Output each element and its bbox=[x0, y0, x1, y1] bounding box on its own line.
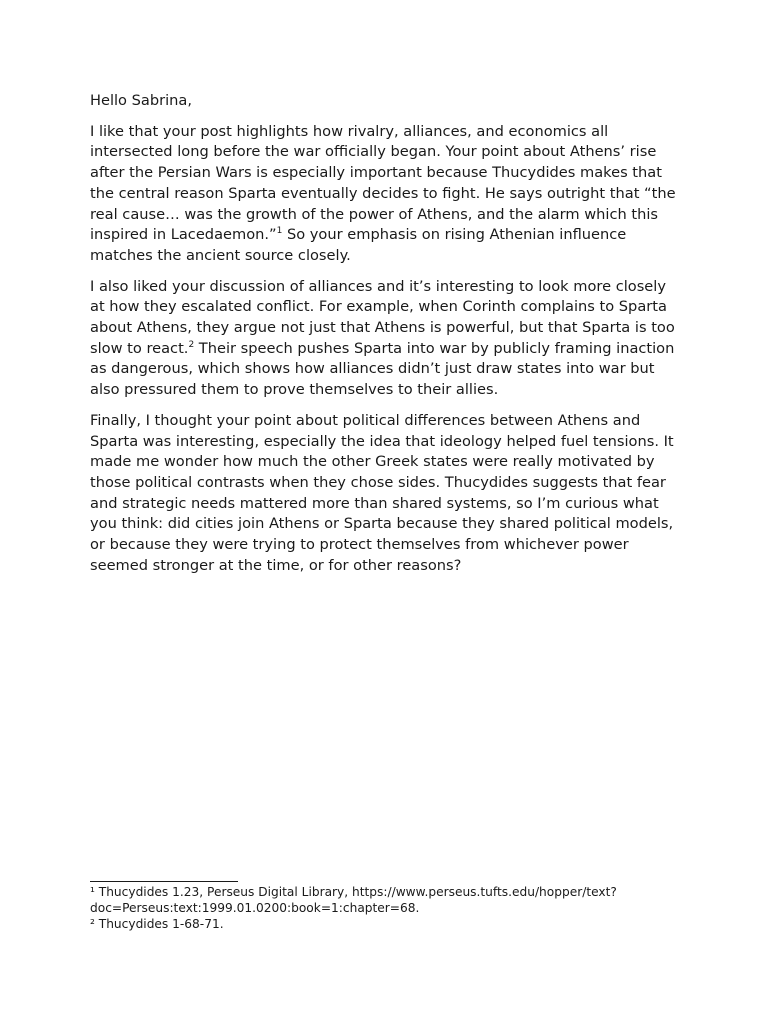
footnote-ref-1[interactable]: 1 bbox=[276, 226, 283, 237]
footnote-separator bbox=[90, 881, 238, 882]
letter-body bbox=[90, 91, 682, 586]
paragraph-2 bbox=[90, 277, 682, 401]
greeting: Hello Sabrina, bbox=[90, 92, 192, 109]
footnote-2-marker: ² bbox=[90, 917, 95, 931]
paragraph-3: Finally, I thought your point about political differences between Athens and Sparta was interesting, especially the idea that ideology helped fuel tensions. It made me wonder how much the other Greek states were really motivated by those political contrasts when they chose sides. Thucydides suggests that fear and strategic needs mattered more than shared systems, so I’m curious what you think: did cities join Athens or Sparta because they shared political models, or because they were trying to protect themselves from whichever power seemed stronger at the time, or for other reasons? bbox=[90, 411, 674, 574]
footnote-2-text: Thucydides 1-68-71. bbox=[94, 917, 224, 931]
footnote-ref-2[interactable]: 2 bbox=[188, 339, 195, 350]
paragraph-1-text-a: I like that your post highlights how rivalry, alliances, and economics all intersected long before the war officially began. Your point about Athens’ rise after the Persian Wars is especially important because Thucydides makes that the central reason Sparta eventually decides to fight. He says outright that “the real cause… was the growth of the power of Athens, and the alarm which this inspired in Lacedaemon.” bbox=[90, 122, 676, 244]
footnote-2 bbox=[90, 916, 690, 932]
footnotes-section bbox=[90, 881, 690, 932]
paragraph-2-text-a: I also liked your discussion of alliances and it’s interesting to look more closely at how they escalated conflict. For example, when Corinth complains to Sparta about Athens, they argue not just that Athens is powerful, but that Sparta is too slow to react. bbox=[90, 277, 675, 357]
paragraph-1 bbox=[90, 122, 682, 267]
paragraph-1-text-b: So your emphasis on rising Athenian influence matches the ancient source closely. bbox=[90, 226, 627, 264]
footnote-1 bbox=[90, 884, 690, 916]
footnote-1-text: Thucydides 1.23, Perseus Digital Library, https://www.perseus.tufts.edu/hopper/text?doc=Perseus:text:1999.01.0200:book=1:chapter=68. bbox=[90, 885, 617, 915]
footnote-1-marker: ¹ bbox=[90, 885, 95, 899]
paragraph-2-text-b: Their speech pushes Sparta into war by publicly framing inaction as dangerous, which shows how alliances didn’t just draw states into war but also pressured them to prove themselves to their allies. bbox=[90, 339, 675, 399]
